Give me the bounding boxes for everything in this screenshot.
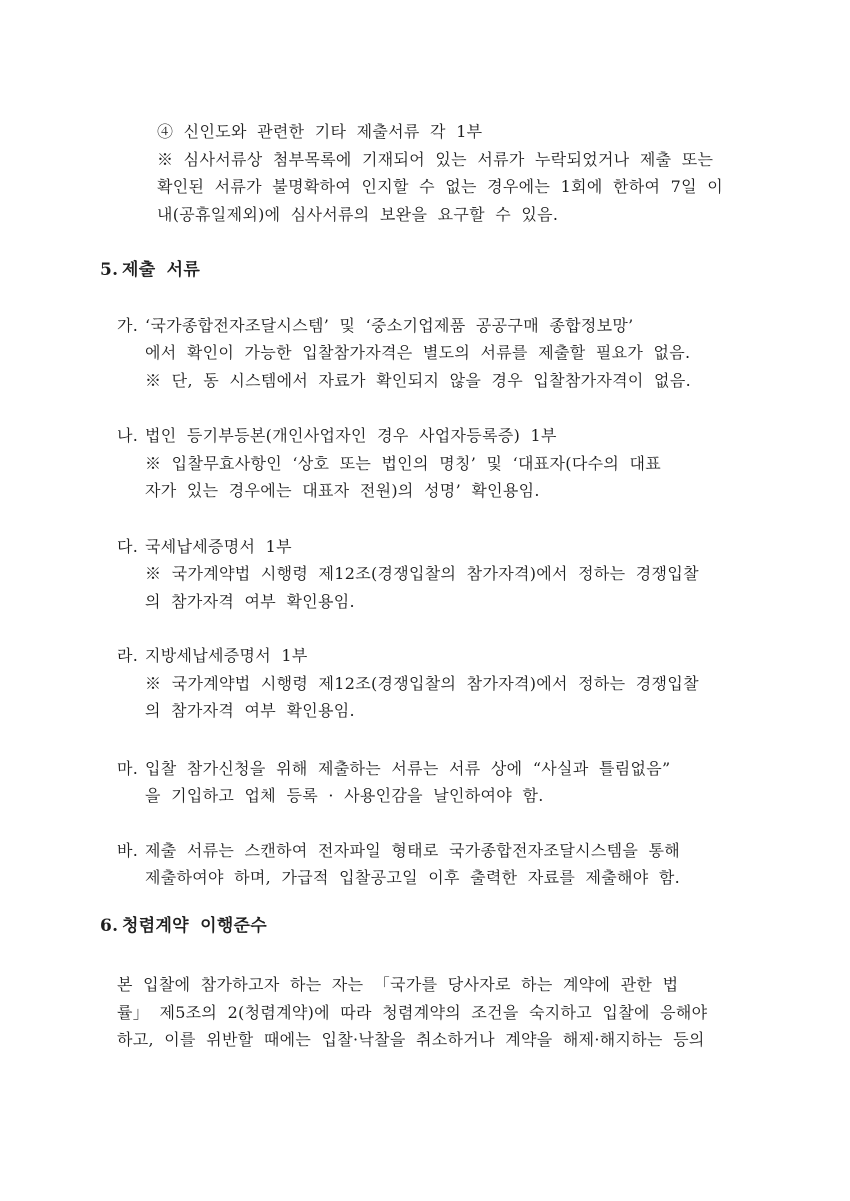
- note-line: 확인된 서류가 불명확하여 인지할 수 없는 경우에는 1회에 한하여 7일 이: [157, 177, 723, 196]
- list-item-ba: [0, 837, 850, 892]
- item-line: ‘국가종합전자조달시스템’ 및 ‘중소기업제품 공공구매 종합정보망’: [145, 315, 634, 335]
- item-label: 마.: [117, 758, 139, 778]
- note-line: ※ 심사서류상 첨부목록에 기재되어 있는 서류가 누락되었거나 제출 또는: [157, 149, 714, 169]
- item-body: [145, 312, 691, 395]
- item-line: 제출 서류는 스캔하여 전자파일 형태로 국가종합전자조달시스템을 통해: [145, 840, 680, 860]
- item-line: 의 참가자격 여부 확인용임.: [145, 701, 355, 720]
- item-body: [145, 533, 699, 616]
- section-number: 6.: [100, 915, 119, 936]
- item-body: [145, 755, 670, 810]
- section-title: 청렴계약 이행준수: [122, 915, 267, 936]
- item-label: 라.: [117, 646, 139, 665]
- item-line: 입찰 참가신청을 위해 제출하는 서류는 서류 상에 “사실과 틀림없음”: [145, 758, 671, 778]
- list-item-ma: [0, 755, 850, 810]
- section-number: 5.: [100, 260, 119, 280]
- item-line: 의 참가자격 여부 확인용임.: [145, 591, 355, 611]
- item-label: 다.: [117, 536, 139, 556]
- item-line: 지방세납세증명서 1부: [145, 646, 308, 665]
- item-line: ※ 입찰무효사항인 ‘상호 또는 법인의 명칭’ 및 ‘대표자(다수의 대표: [145, 453, 661, 473]
- paragraph-line: 본 입찰에 참가하고자 하는 자는 「국가를 당사자로 하는 계약에 관한 법: [117, 975, 679, 994]
- item-line: ※ 국가계약법 시행령 제12조(경쟁입찰의 참가자격)에서 정하는 경쟁입찰: [145, 564, 699, 583]
- integrity-paragraph: [0, 971, 850, 1054]
- item-line: 자가 있는 경우에는 대표자 전원)의 성명’ 확인용임.: [145, 481, 540, 500]
- list-item-ga: [0, 312, 850, 395]
- item-line: 제출하여야 하며, 가급적 입찰공고일 이후 출력한 자료를 제출해야 함.: [145, 868, 681, 887]
- section-6-heading: [0, 913, 850, 941]
- item-line: ※ 단, 동 시스템에서 자료가 확인되지 않을 경우 입찰참가자격이 없음.: [145, 370, 691, 390]
- item-line: 에서 확인이 가능한 입찰참가자격은 별도의 서류를 제출할 필요가 없음.: [145, 343, 691, 362]
- section-title: 제출 서류: [122, 260, 201, 280]
- list-item-na: [0, 422, 850, 505]
- item-label: 가.: [117, 315, 139, 335]
- note-block: [157, 118, 850, 228]
- section-5-heading: [0, 257, 850, 285]
- list-item-ra: [0, 642, 850, 725]
- item-line: 법인 등기부등본(개인사업자인 경우 사업자등록증) 1부: [145, 426, 557, 445]
- paragraph-line: 률」 제5조의 2(청렴계약)에 따라 청렴계약의 조건을 숙지하고 입찰에 응해야: [117, 1002, 708, 1022]
- item-body: [145, 837, 680, 892]
- list-item-da: [0, 533, 850, 616]
- item-line: 국세납세증명서 1부: [145, 536, 292, 556]
- item-label: 나.: [117, 426, 139, 445]
- note-line: 내(공휴일제외)에 심사서류의 보완을 요구할 수 있음.: [157, 204, 559, 224]
- item-line: 을 기입하고 업체 등록 · 사용인감을 날인하여야 함.: [145, 786, 544, 805]
- item-body: [145, 422, 661, 505]
- paragraph-line: 하고, 이를 위반할 때에는 입찰·낙찰을 취소하거나 계약을 해제·해지하는 등의: [117, 1030, 705, 1049]
- note-line: ④ 신인도와 관련한 기타 제출서류 각 1부: [157, 122, 483, 141]
- item-line: ※ 국가계약법 시행령 제12조(경쟁입찰의 참가자격)에서 정하는 경쟁입찰: [145, 673, 699, 693]
- item-label: 바.: [117, 840, 139, 860]
- item-body: [145, 642, 699, 725]
